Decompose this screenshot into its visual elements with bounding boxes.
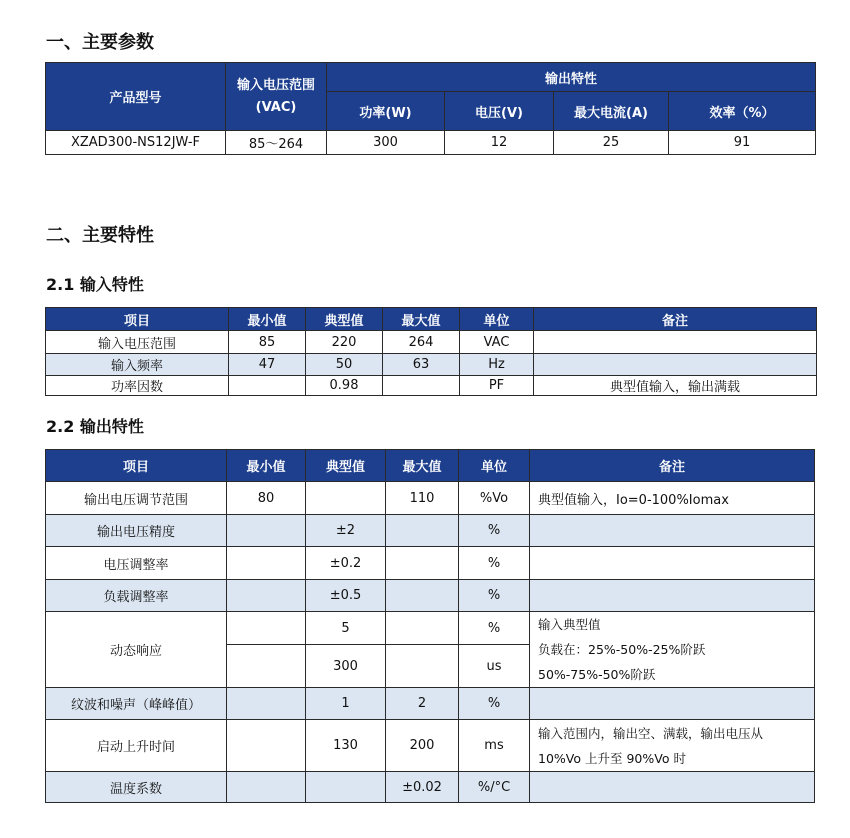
cell-note xyxy=(534,354,817,376)
cell-item: 功率因数 xyxy=(46,376,229,396)
cell-max: 63 xyxy=(383,354,460,376)
cell-item: 启动上升时间 xyxy=(46,720,227,772)
table-row xyxy=(46,772,815,803)
cell-item: 负载调整率 xyxy=(46,580,227,612)
cell-typ: 300 xyxy=(306,645,386,688)
cell-min xyxy=(227,720,306,772)
cell-max xyxy=(386,547,459,580)
cell-min xyxy=(227,547,306,580)
cell-item: 动态响应 xyxy=(46,612,227,688)
table-row xyxy=(46,331,817,354)
note-line: 50%-75%-50%阶跃 xyxy=(538,667,656,682)
cell-unit: Hz xyxy=(460,354,534,376)
table-row xyxy=(46,720,815,772)
header-note: 备注 xyxy=(534,308,817,331)
cell-note xyxy=(530,547,815,580)
cell-typ: ±2 xyxy=(306,515,386,547)
cell-item: 输出电压调节范围 xyxy=(46,482,227,515)
cell-max: 264 xyxy=(383,331,460,354)
note-line: 负载在：25%-50%-25%阶跃 xyxy=(538,642,706,657)
output-spec-table xyxy=(45,449,815,803)
header-unit: 单位 xyxy=(459,450,530,482)
header-typ: 典型值 xyxy=(306,308,383,331)
cell-item: 电压调整率 xyxy=(46,547,227,580)
header-model: 产品型号 xyxy=(46,63,226,131)
header-unit: 单位 xyxy=(460,308,534,331)
cell-note xyxy=(534,331,817,354)
note-line: 10%Vo 上升至 90%Vo 时 xyxy=(538,750,686,766)
cell-min: 80 xyxy=(227,482,306,515)
cell-max: 2 xyxy=(386,688,459,720)
cell-efficiency: 91 xyxy=(669,131,816,155)
header-note: 备注 xyxy=(530,450,815,482)
table-row xyxy=(46,131,816,155)
header-power: 功率(W) xyxy=(327,92,445,131)
cell-note: 典型值输入，Io=0-100%Iomax xyxy=(530,482,815,515)
header-min: 最小值 xyxy=(227,450,306,482)
cell-item: 输出电压精度 xyxy=(46,515,227,547)
cell-unit: % xyxy=(459,688,530,720)
table-row xyxy=(46,612,815,645)
table-row xyxy=(46,580,815,612)
cell-max xyxy=(386,612,459,645)
cell-note xyxy=(530,772,815,803)
header-item: 项目 xyxy=(46,308,229,331)
header-max: 最大值 xyxy=(383,308,460,331)
cell-note xyxy=(530,515,815,547)
cell-typ xyxy=(306,482,386,515)
cell-typ: 50 xyxy=(306,354,383,376)
cell-item: 输入频率 xyxy=(46,354,229,376)
header-output-group: 输出特性 xyxy=(327,63,816,92)
header-max-current: 最大电流(A) xyxy=(554,92,669,131)
cell-item: 输入电压范围 xyxy=(46,331,229,354)
input-spec-table xyxy=(45,307,817,396)
cell-max xyxy=(386,580,459,612)
header-max: 最大值 xyxy=(386,450,459,482)
cell-typ xyxy=(306,772,386,803)
cell-unit: ms xyxy=(459,720,530,772)
cell-unit: % xyxy=(459,547,530,580)
table-row xyxy=(46,482,815,515)
cell-item: 温度系数 xyxy=(46,772,227,803)
note-line: 输入典型值 xyxy=(538,617,601,632)
main-params-table xyxy=(45,62,816,155)
output-spec-heading: 2.2 输出特性 xyxy=(46,417,144,436)
header-min: 最小值 xyxy=(229,308,306,331)
header-input-range: 输入电压范围(VAC) xyxy=(226,63,327,131)
cell-model: XZAD300-NS12JW-F xyxy=(46,131,226,155)
table-row xyxy=(46,515,815,547)
cell-unit: PF xyxy=(460,376,534,396)
cell-note-startup xyxy=(530,720,815,772)
cell-min: 85 xyxy=(229,331,306,354)
note-line: 输入范围内，输出空、满载，输出电压从 xyxy=(538,725,764,741)
cell-max: 110 xyxy=(386,482,459,515)
table-row xyxy=(46,354,817,376)
cell-unit: %/°C xyxy=(459,772,530,803)
cell-typ: 220 xyxy=(306,331,383,354)
table-row xyxy=(46,547,815,580)
input-spec-heading: 2.1 输入特性 xyxy=(46,275,144,294)
cell-typ: 0.98 xyxy=(306,376,383,396)
table-row xyxy=(46,376,817,396)
cell-max xyxy=(386,515,459,547)
section2-heading: 二、主要特性 xyxy=(46,225,154,246)
cell-max-current: 25 xyxy=(554,131,669,155)
cell-unit: %Vo xyxy=(459,482,530,515)
cell-min xyxy=(227,612,306,645)
cell-note-dynamic xyxy=(530,612,815,688)
cell-typ: ±0.2 xyxy=(306,547,386,580)
cell-typ: 1 xyxy=(306,688,386,720)
cell-max: 200 xyxy=(386,720,459,772)
cell-min xyxy=(227,580,306,612)
cell-min: 47 xyxy=(229,354,306,376)
cell-item: 纹波和噪声（峰峰值） xyxy=(46,688,227,720)
cell-max: ±0.02 xyxy=(386,772,459,803)
cell-min xyxy=(227,515,306,547)
header-efficiency: 效率（%） xyxy=(669,92,816,131)
cell-note xyxy=(530,688,815,720)
cell-min xyxy=(227,772,306,803)
cell-unit: % xyxy=(459,612,530,645)
cell-max xyxy=(383,376,460,396)
cell-note xyxy=(530,580,815,612)
cell-min xyxy=(227,688,306,720)
section1-heading: 一、主要参数 xyxy=(46,32,154,53)
header-item: 项目 xyxy=(46,450,227,482)
cell-typ: 5 xyxy=(306,612,386,645)
cell-input-range: 85～264 xyxy=(226,131,327,155)
cell-unit: % xyxy=(459,580,530,612)
cell-unit: % xyxy=(459,515,530,547)
cell-min xyxy=(227,645,306,688)
cell-unit: us xyxy=(459,645,530,688)
cell-note: 典型值输入，输出满载 xyxy=(534,376,817,396)
header-voltage: 电压(V) xyxy=(445,92,554,131)
cell-unit: VAC xyxy=(460,331,534,354)
table-row xyxy=(46,688,815,720)
cell-typ: ±0.5 xyxy=(306,580,386,612)
cell-max xyxy=(386,645,459,688)
cell-min xyxy=(229,376,306,396)
cell-voltage: 12 xyxy=(445,131,554,155)
cell-power: 300 xyxy=(327,131,445,155)
header-typ: 典型值 xyxy=(306,450,386,482)
cell-typ: 130 xyxy=(306,720,386,772)
